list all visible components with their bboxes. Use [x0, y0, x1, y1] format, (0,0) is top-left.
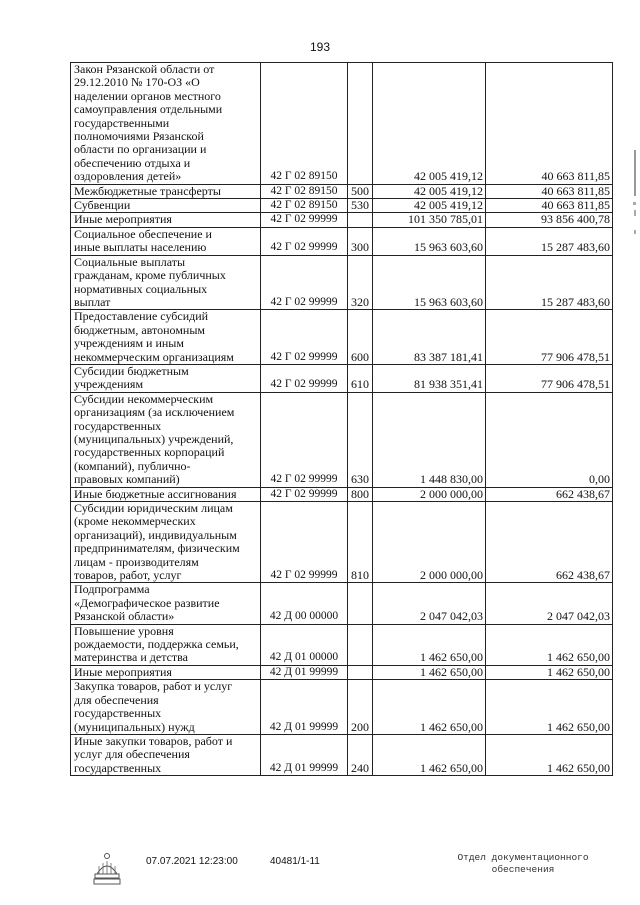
- row-expense-type: 500: [348, 184, 373, 198]
- row-expense-type: 800: [348, 487, 373, 501]
- row-code: 42 Г 02 89150: [261, 63, 348, 185]
- row-approved-amount: 15 963 603,60: [373, 227, 486, 255]
- row-approved-amount: 2 000 000,00: [373, 487, 486, 501]
- row-expense-type: [348, 213, 373, 227]
- row-expense-type: [348, 63, 373, 185]
- table-row: [71, 255, 613, 310]
- table-row: [71, 734, 613, 775]
- row-code: 42 Г 02 99999: [261, 255, 348, 310]
- row-executed-amount: 40 663 811,85: [486, 184, 613, 198]
- table-row: [71, 310, 613, 365]
- row-expense-type: 530: [348, 199, 373, 213]
- row-expense-type: 810: [348, 502, 373, 583]
- row-name: Закупка товаров, работ и услуг для обеспечения государственных (муниципальных) нужд: [71, 680, 261, 735]
- row-expense-type: 240: [348, 734, 373, 775]
- department-stamp: [448, 852, 598, 876]
- row-expense-type: [348, 665, 373, 679]
- row-executed-amount: 15 287 483,60: [486, 255, 613, 310]
- row-code: 42 Г 02 89150: [261, 184, 348, 198]
- table-row: [71, 392, 613, 487]
- row-name: Субсидии некоммерческим организациям (за исключением государственных (муниципальных) учреждений, государственных корпораций (компаний), публично- правовых компаний): [71, 392, 261, 487]
- row-code: 42 Г 02 99999: [261, 392, 348, 487]
- row-code: 42 Г 02 99999: [261, 364, 348, 392]
- row-executed-amount: 40 663 811,85: [486, 199, 613, 213]
- table-row: [71, 624, 613, 665]
- row-expense-type: [348, 583, 373, 624]
- table-row: [71, 227, 613, 255]
- table-row: [71, 680, 613, 735]
- footer-timestamp: 07.07.2021 12:23:00: [146, 856, 238, 867]
- row-executed-amount: 40 663 811,85: [486, 63, 613, 185]
- row-expense-type: [348, 624, 373, 665]
- row-name: Иные бюджетные ассигнования: [71, 487, 261, 501]
- row-executed-amount: 662 438,67: [486, 487, 613, 501]
- table-row: [71, 583, 613, 624]
- row-code: 42 Д 01 99999: [261, 734, 348, 775]
- row-executed-amount: 1 462 650,00: [486, 665, 613, 679]
- footer-doc-number: 40481/1-11: [270, 856, 320, 867]
- row-approved-amount: 1 462 650,00: [373, 734, 486, 775]
- row-code: 42 Д 00 00000: [261, 583, 348, 624]
- row-executed-amount: 15 287 483,60: [486, 227, 613, 255]
- row-approved-amount: 1 462 650,00: [373, 680, 486, 735]
- row-approved-amount: 1 462 650,00: [373, 624, 486, 665]
- table-row: [71, 184, 613, 198]
- row-executed-amount: 1 462 650,00: [486, 624, 613, 665]
- row-executed-amount: 77 906 478,51: [486, 310, 613, 365]
- row-approved-amount: 42 005 419,12: [373, 199, 486, 213]
- budget-table-body: [71, 63, 613, 776]
- table-row: [71, 63, 613, 185]
- stamp-line-1: Отдел документационного: [457, 852, 589, 863]
- row-executed-amount: 0,00: [486, 392, 613, 487]
- table-row: [71, 213, 613, 227]
- row-expense-type: 600: [348, 310, 373, 365]
- row-expense-type: 200: [348, 680, 373, 735]
- row-name: Подпрограмма «Демографическое развитие Рязанской области»: [71, 583, 261, 624]
- row-code: 42 Г 02 99999: [261, 213, 348, 227]
- row-approved-amount: 81 938 351,41: [373, 364, 486, 392]
- row-code: 42 Г 02 99999: [261, 487, 348, 501]
- row-code: 42 Д 01 00000: [261, 624, 348, 665]
- row-code: 42 Г 02 99999: [261, 502, 348, 583]
- row-approved-amount: 2 047 042,03: [373, 583, 486, 624]
- table-row: [71, 364, 613, 392]
- row-name: Социальные выплаты гражданам, кроме публичных нормативных социальных выплат: [71, 255, 261, 310]
- scan-edge-marks: [632, 150, 638, 260]
- row-name: Субсидии бюджетным учреждениям: [71, 364, 261, 392]
- row-code: 42 Г 02 99999: [261, 227, 348, 255]
- row-name: Социальное обеспечение и иные выплаты населению: [71, 227, 261, 255]
- row-executed-amount: 77 906 478,51: [486, 364, 613, 392]
- table-row: [71, 199, 613, 213]
- row-executed-amount: 1 462 650,00: [486, 734, 613, 775]
- budget-table: [70, 62, 613, 776]
- row-name: Субсидии юридическим лицам (кроме некоммерческих организаций), индивидуальным предпринимателям, физическим лицам - производителям товаров, работ, услуг: [71, 502, 261, 583]
- row-expense-type: 320: [348, 255, 373, 310]
- row-code: 42 Д 01 99999: [261, 665, 348, 679]
- page-number: 193: [309, 40, 331, 54]
- row-name: Иные мероприятия: [71, 665, 261, 679]
- row-executed-amount: 1 462 650,00: [486, 680, 613, 735]
- table-row: [71, 665, 613, 679]
- table-row: [71, 502, 613, 583]
- row-name: Иные мероприятия: [71, 213, 261, 227]
- row-approved-amount: 1 448 830,00: [373, 392, 486, 487]
- row-name: Повышение уровня рождаемости, поддержка семьи, материнства и детства: [71, 624, 261, 665]
- row-approved-amount: 2 000 000,00: [373, 502, 486, 583]
- row-code: 42 Г 02 89150: [261, 199, 348, 213]
- row-expense-type: 300: [348, 227, 373, 255]
- row-name: Иные закупки товаров, работ и услуг для обеспечения государственных: [71, 734, 261, 775]
- page-footer: [0, 852, 640, 892]
- row-name: Предоставление субсидий бюджетным, автономным учреждениям и иным некоммерческим организациям: [71, 310, 261, 365]
- row-approved-amount: 83 387 181,41: [373, 310, 486, 365]
- row-expense-type: 610: [348, 364, 373, 392]
- row-approved-amount: 101 350 785,01: [373, 213, 486, 227]
- row-name: Закон Рязанской области от 29.12.2010 № 170-ОЗ «О наделении органов местного самоуправления отдельными государственными полномочиями Рязанской области по организации и обеспечению отдыха и оздоровления детей»: [71, 63, 261, 185]
- row-expense-type: 630: [348, 392, 373, 487]
- row-executed-amount: 662 438,67: [486, 502, 613, 583]
- row-executed-amount: 2 047 042,03: [486, 583, 613, 624]
- table-row: [71, 487, 613, 501]
- row-approved-amount: 15 963 603,60: [373, 255, 486, 310]
- row-approved-amount: 1 462 650,00: [373, 665, 486, 679]
- row-code: 42 Д 01 99999: [261, 680, 348, 735]
- row-name: Межбюджетные трансферты: [71, 184, 261, 198]
- row-approved-amount: 42 005 419,12: [373, 184, 486, 198]
- row-code: 42 Г 02 99999: [261, 310, 348, 365]
- stamp-line-2: обеспечения: [491, 864, 555, 875]
- row-approved-amount: 42 005 419,12: [373, 63, 486, 185]
- row-executed-amount: 93 856 400,78: [486, 213, 613, 227]
- coat-of-arms-icon: [92, 852, 122, 886]
- row-name: Субвенции: [71, 199, 261, 213]
